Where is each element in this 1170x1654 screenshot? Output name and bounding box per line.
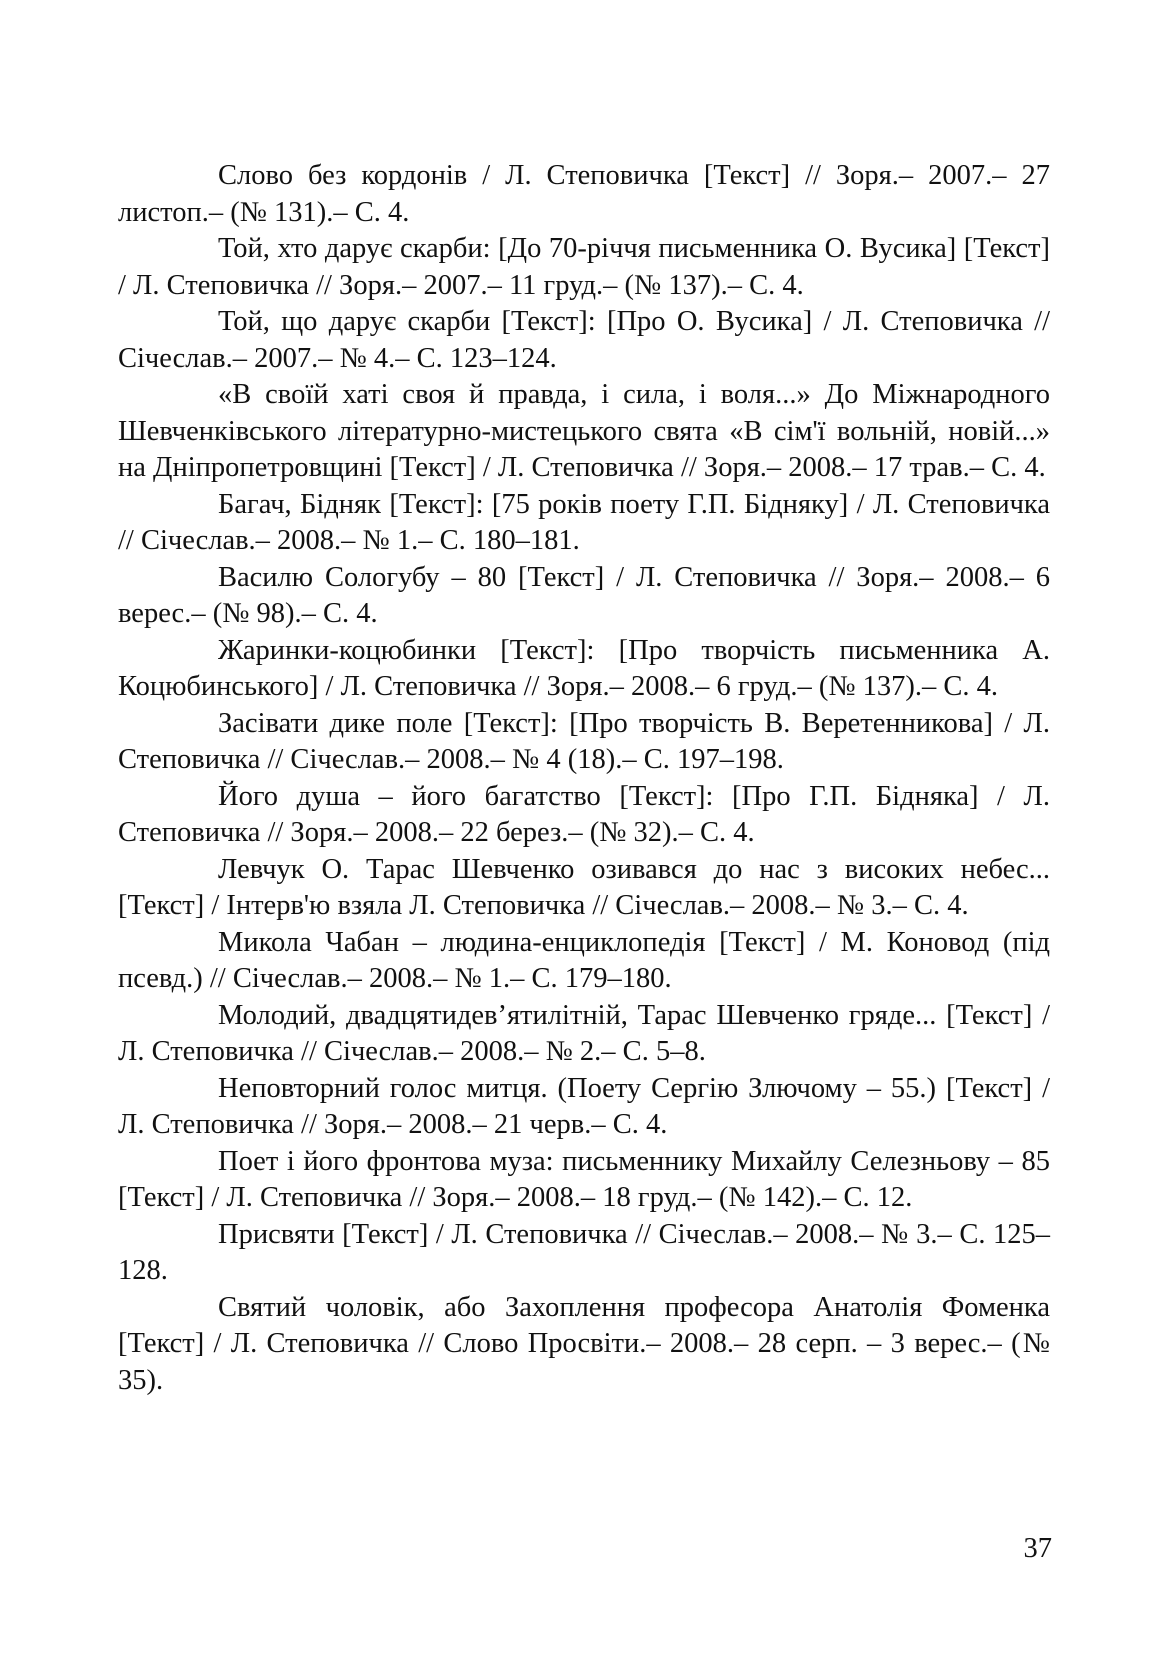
bibliography-entry: Микола Чабан – людина-енциклопедія [Текст] / М. Коновод (під псевд.) // Січеслав.– 2008.– № 1.– С. 179–180. <box>118 926 1050 994</box>
bibliography-entry: «В своїй хаті своя й правда, і сила, і воля...» До Міжнародного Шевченківського літературно-мистецького свята «В сім'ї вольній, новій...» на Дніпропетровщині [Текст] / Л. Степовичка // Зоря.– 2008.– 17 трав.– С. 4. <box>118 379 1050 483</box>
bibliography-entry: Молодий, двадцятидев’ятилітній, Тарас Шевченко гряде... [Текст] / Л. Степовичка // Січеслав.– 2008.– № 2.– С. 5–8. <box>118 999 1050 1067</box>
bibliography-entry: Жаринки-коцюбинки [Текст]: [Про творчість письменника А. Коцюбинського] / Л. Степовичка // Зоря.– 2008.– 6 груд.– (№ 137).– С. 4. <box>118 634 1050 702</box>
bibliography-entry: Присвяти [Текст] / Л. Степовичка // Січеслав.– 2008.– № 3.– С. 125–128. <box>118 1218 1050 1286</box>
bibliography-page <box>118 158 1050 1399</box>
page-number: 37 <box>1023 1533 1052 1564</box>
bibliography-entry: Левчук О. Тарас Шевченко озивався до нас з високих небес... [Текст] / Інтерв'ю взяла Л. Степовичка // Січеслав.– 2008.– № 3.– С. 4. <box>118 853 1050 921</box>
bibliography-entry: Той, що дарує скарби [Текст]: [Про О. Вусика] / Л. Степовичка // Січеслав.– 2007.– № 4.– С. 123–124. <box>118 306 1050 374</box>
bibliography-entry: Слово без кордонів / Л. Степовичка [Текст] // Зоря.– 2007.– 27 листоп.– (№ 131).– С. 4. <box>118 160 1050 228</box>
bibliography-entry: Той, хто дарує скарби: [До 70-річчя письменника О. Вусика] [Текст] / Л. Степовичка // Зоря.– 2007.– 11 груд.– (№ 137).– С. 4. <box>118 233 1050 301</box>
bibliography-entry: Засівати дике поле [Текст]: [Про творчість В. Веретенникова] / Л. Степовичка // Січеслав.– 2008.– № 4 (18).– С. 197–198. <box>118 707 1050 775</box>
bibliography-entry: Поет і його фронтова муза: письменнику Михайлу Селезньову – 85 [Текст] / Л. Степовичка // Зоря.– 2008.– 18 груд.– (№ 142).– С. 12. <box>118 1145 1050 1213</box>
bibliography-entry: Святий чоловік, або Захоплення професора Анатолія Фоменка [Текст] / Л. Степовичка // Слово Просвіти.– 2008.– 28 серп. – 3 верес.– (№ 35). <box>118 1291 1050 1396</box>
bibliography-entry: Неповторний голос митця. (Поету Сергію Злючому – 55.) [Текст] / Л. Степовичка // Зоря.– 2008.– 21 черв.– С. 4. <box>118 1072 1050 1140</box>
bibliography-entry: Василю Сологубу – 80 [Текст] / Л. Степовичка // Зоря.– 2008.– 6 верес.– (№ 98).– С. 4. <box>118 561 1050 629</box>
bibliography-entry: Його душа – його багатство [Текст]: [Про Г.П. Бідняка] / Л. Степовичка // Зоря.– 2008.– 22 берез.– (№ 32).– С. 4. <box>118 780 1050 848</box>
bibliography-entry: Багач, Бідняк [Текст]: [75 років поету Г.П. Бідняку] / Л. Степовичка // Січеслав.– 2008.– № 1.– С. 180–181. <box>118 488 1050 556</box>
